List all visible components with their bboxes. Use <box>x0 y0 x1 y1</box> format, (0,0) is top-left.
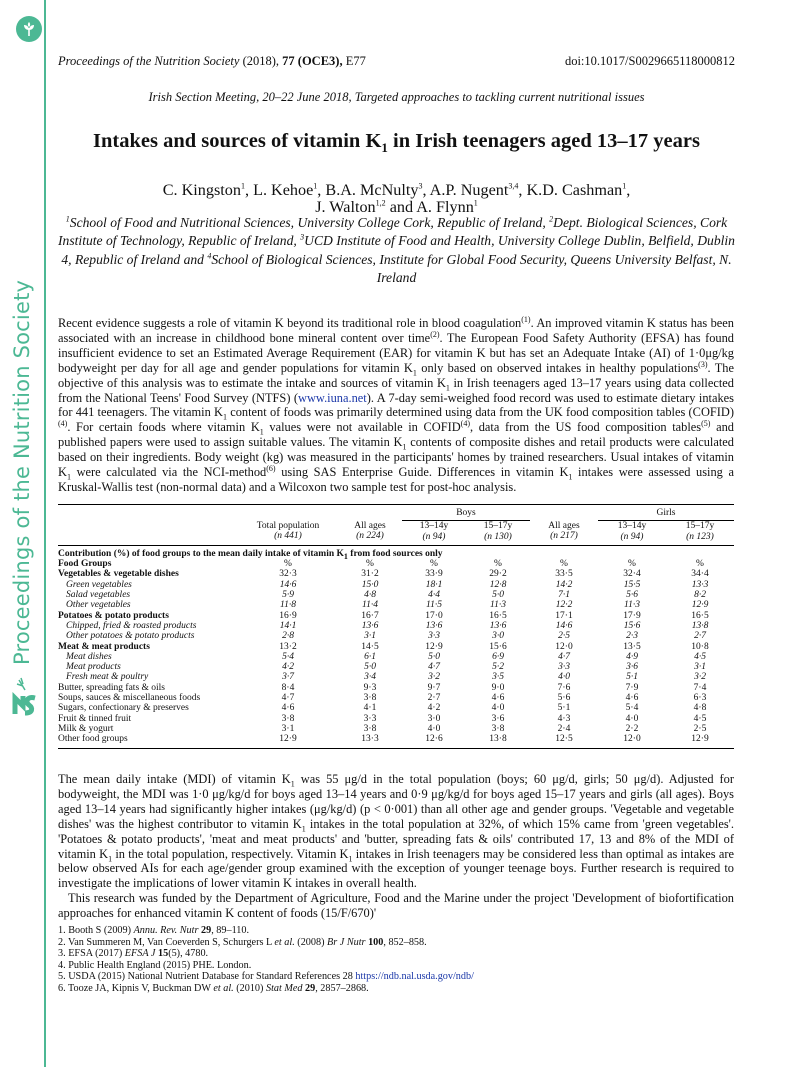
unit-cell: % <box>284 559 292 570</box>
meeting-line: Irish Section Meeting, 20–22 June 2018, Targeted approaches to tackling current nutritional issues <box>148 90 645 104</box>
reference-number: 1. <box>58 925 69 936</box>
cell-value: 4·0 <box>625 713 639 724</box>
table-row <box>58 569 734 579</box>
unit-cell: % <box>494 559 502 570</box>
cell-value: 2·7 <box>427 693 441 704</box>
reference-text: USDA (2015) National Nutrient Database for Standard References 28 <box>68 971 356 982</box>
cell-value: 5·2 <box>492 662 504 673</box>
cell-value: 11·5 <box>426 600 442 611</box>
cell-value: 15·6 <box>623 620 641 631</box>
cell-value: 16·7 <box>361 610 379 621</box>
reference-text: (5), 4780. <box>168 948 209 959</box>
unit-cell: % <box>366 559 374 570</box>
cell-value: 13·5 <box>623 641 641 652</box>
reference-text: Booth S (2009) <box>68 925 134 936</box>
cell-value: 6·9 <box>492 651 504 662</box>
reference-text: Tooze JA, Kipnis V, Buckman DW <box>68 982 214 994</box>
reference-number: 4. <box>58 959 69 971</box>
reference-item <box>58 937 474 949</box>
cell-value: 4·7 <box>558 651 570 662</box>
reference-number: 3. <box>58 948 69 959</box>
cell-value: 7·9 <box>625 682 639 693</box>
title-text: Intakes and sources of vitamin K <box>93 130 382 152</box>
citation-ref[interactable]: (5) <box>701 419 711 429</box>
title-subscript: 1 <box>381 140 388 156</box>
table-row <box>58 724 734 734</box>
food-groups-label: Food Groups <box>58 559 112 570</box>
table-caption: Contribution (%) of food groups to the mean daily intake of vitamin $K_1$ from food sources only <box>58 548 443 561</box>
cell-value: 2·8 <box>282 631 294 642</box>
cell-value: 4·6 <box>625 693 639 704</box>
table-row <box>58 631 734 641</box>
unit-cell: % <box>696 559 704 570</box>
author: A.P. Nugent$^{3,4}$ <box>429 181 519 199</box>
cell-value: 4·3 <box>557 713 571 724</box>
blank-header-cell <box>58 521 238 546</box>
cell-value: 3·0 <box>492 631 504 642</box>
cell-value: 5·9 <box>282 590 294 601</box>
cell-value: 11·3 <box>624 600 640 611</box>
column-header: 13–14y (n 94) <box>617 521 647 542</box>
ns-logo-icon <box>11 676 39 716</box>
cell-value: 18·1 <box>425 579 443 590</box>
cell-value: 5·0 <box>492 590 504 601</box>
row-label: Salad vegetables <box>66 590 131 601</box>
cell-value: 5·4 <box>282 651 294 662</box>
cell-value: 6·1 <box>364 651 376 662</box>
cell-value: 34·4 <box>691 569 709 580</box>
citation-ref[interactable]: (2) <box>430 329 440 339</box>
author-list: C. Kingston$^1$, L. Kehoe$^1$, B.A. McNulty$^3$, A.P. Nugent$^{3,4}$, K.D. Cashman$^1$, J. Walton$^{1,2}$ and A. Flynn$^1$ <box>162 181 631 216</box>
table-row <box>58 580 734 590</box>
cell-value: 12·8 <box>489 579 507 590</box>
cell-value: 3·8 <box>363 723 377 734</box>
cell-value: 5·0 <box>364 662 376 673</box>
cell-value: 16·5 <box>691 610 709 621</box>
cell-value: 4·1 <box>363 703 377 714</box>
cell-value: 16·5 <box>489 610 507 621</box>
cell-value: 2·4 <box>557 723 571 734</box>
cell-value: 4·0 <box>491 703 505 714</box>
volume: 77 (OCE3), <box>282 54 343 68</box>
cell-value: 13·6 <box>489 620 507 631</box>
cell-value: 8·2 <box>694 590 706 601</box>
author: K.D. Cashman$^1$ <box>526 181 627 199</box>
cell-value: 3·7 <box>282 672 294 683</box>
table-row <box>58 672 734 682</box>
author: C. Kingston$^1$ <box>162 181 245 199</box>
cell-value: 17·1 <box>555 610 573 621</box>
table-row <box>58 703 734 713</box>
column-header: 13–14y (n 94) <box>419 521 449 542</box>
cell-value: 3·4 <box>364 672 376 683</box>
reference-item <box>58 948 474 960</box>
funding-statement: This research was funded by the Department of Agriculture, Food and the Marine under the project 'Development of biofortification approaches for enhanced vitamin K content of foods (15/F/670)' <box>58 891 734 921</box>
citation-ref[interactable]: (4) <box>460 419 470 429</box>
cell-value: 11·3 <box>490 600 506 611</box>
cell-value: 8·4 <box>281 682 295 693</box>
cell-value: 11·4 <box>362 600 378 611</box>
cell-value: 5·6 <box>557 693 571 704</box>
author: A. Flynn$^1$ <box>416 198 478 216</box>
cell-value: 32·3 <box>279 569 297 580</box>
column-header: 15–17y (n 130) <box>483 521 513 542</box>
cell-value: 3·2 <box>694 672 706 683</box>
table-row <box>58 683 734 693</box>
cell-value: 4·2 <box>282 662 294 673</box>
reference-volume: 29 <box>305 982 316 994</box>
cell-value: 13·8 <box>489 734 507 745</box>
reference-text: EFSA (2017) <box>68 948 125 959</box>
row-label: Chipped, fried & roasted products <box>66 620 197 631</box>
reference-volume: 15 <box>158 948 169 959</box>
unit-cell: % <box>628 559 636 570</box>
reference-list <box>58 925 474 994</box>
reference-volume: 29 <box>201 925 212 936</box>
cell-value: 13·6 <box>425 620 443 631</box>
iuna-link[interactable]: www.iuna.net <box>298 390 367 405</box>
cell-value: 12·2 <box>555 600 573 611</box>
row-label: Other potatoes & potato products <box>66 631 195 642</box>
reference-text: (2008) <box>294 936 328 948</box>
reference-text: Van Summeren M, Van Coeverden S, Schurgers L <box>68 936 275 948</box>
cell-value: 3·6 <box>626 662 638 673</box>
citation-ref[interactable]: (3) <box>698 359 708 369</box>
cell-value: 14·6 <box>555 620 573 631</box>
cell-value: 3·6 <box>491 713 505 724</box>
row-label: Vegetables & vegetable dishes <box>58 569 179 580</box>
cell-value: 12·0 <box>555 641 573 652</box>
cell-value: 9·3 <box>363 682 377 693</box>
cell-value: 3·2 <box>428 672 440 683</box>
reference-item <box>58 925 474 937</box>
citation-ref[interactable]: (4) <box>58 419 68 429</box>
reference-journal: Br J Nutr <box>327 936 366 948</box>
table-row <box>58 714 734 724</box>
column-header: 15–17y (n 123) <box>685 521 715 542</box>
cell-value: 13·3 <box>691 579 709 590</box>
author: B.A. McNulty$^3$ <box>325 181 423 199</box>
reference-item <box>58 971 474 983</box>
cell-value: 3·8 <box>491 723 505 734</box>
reference-et-al: et al. <box>213 982 234 994</box>
cell-value: 15·6 <box>489 641 507 652</box>
table-row <box>58 621 734 631</box>
row-label: Meat products <box>66 662 121 673</box>
page-number: E77 <box>345 54 366 68</box>
citation-ref[interactable]: (6) <box>266 463 276 473</box>
author: J. Walton$^{1,2}$ <box>315 198 386 216</box>
table-row <box>58 642 734 652</box>
cell-value: 3·8 <box>281 713 295 724</box>
doi: doi:10.1017/S0029665118000812 <box>564 54 735 68</box>
cell-value: 33·9 <box>425 569 443 580</box>
journal-name: Proceedings of the Nutrition Society <box>58 54 240 68</box>
cell-value: 32·4 <box>623 569 641 580</box>
cell-value: 2·5 <box>558 631 570 642</box>
results-paragraph: The mean daily intake (MDI) of vitamin $K_1$ was 55 μg/d in the total population (boys; 60 μg/d, girls; 50 μg/d). Adjusted for bodyweight, the MDI was 1·0 μg/kg/d for boys aged 13–14 years and 0·9 μg/kg/d for boys aged 15–17 years and girls (all ages). Boys aged 13–14 years had significantly higher intakes (μg/kg/d) (p < 0·001) than all other age and gender groups. 'Vegetable and vegetable dishes' was the highest contributor to vitamin $K_1$ intakes in the total population at 32%, of which 15% came from 'green vegetables'. 'Potatoes & potato products', 'meat and meat products' and 'butter, spreading fats & oils' contributed 17, 13 and 8% of the MDI of vitamin $K_1$ in the total population, respectively. Vitamin $K_1$ intakes in Irish teenagers may be considered less than optimal as intakes are below observed AIs for each age/gender group examined with the exception of younger teenage boys. Further research is required to investigate the implications of lower vitamin K intakes in overall health. This research was funded by the Department of Agriculture, Food and the Marine under the project 'Development of biofortification approaches for enhanced vitamin K content of foods (15/F/670)' <box>58 772 735 921</box>
row-label: Other food groups <box>58 734 128 745</box>
sidebar-rule <box>44 0 46 1067</box>
cell-value: 12·6 <box>425 734 443 745</box>
cell-value: 4·0 <box>558 672 570 683</box>
unit-cell: % <box>560 559 568 570</box>
table-row <box>58 652 734 662</box>
row-label: Butter, spreading fats & oils <box>58 682 166 693</box>
cell-value: 12·9 <box>279 734 297 745</box>
cell-value: 16·9 <box>279 610 297 621</box>
reference-et-al: et al. <box>274 936 295 948</box>
cell-value: 4·4 <box>428 590 440 601</box>
row-label: Potatoes & potato products <box>58 610 169 621</box>
cell-value: 4·2 <box>427 703 441 714</box>
reference-text: , 852–858. <box>383 936 427 948</box>
cell-value: 14·2 <box>555 579 573 590</box>
cell-value: 12·9 <box>425 641 443 652</box>
reference-journal: EFSA J <box>124 948 156 959</box>
cell-value: 3·0 <box>427 713 441 724</box>
cell-value: 14·6 <box>279 579 297 590</box>
reference-volume: 100 <box>368 936 384 948</box>
unit-row <box>58 559 734 569</box>
cell-value: 12·5 <box>555 734 573 745</box>
cell-value: 4·8 <box>693 703 707 714</box>
cell-value: 6·3 <box>693 693 707 704</box>
cell-value: 2·3 <box>626 631 638 642</box>
cell-value: 13·3 <box>361 734 379 745</box>
unit-cell: % <box>430 559 438 570</box>
year: (2018), <box>242 54 280 68</box>
cell-value: 4·0 <box>427 723 441 734</box>
cell-value: 7·6 <box>557 682 571 693</box>
reference-text: (2010) <box>233 982 266 994</box>
cell-value: 13·6 <box>361 620 379 631</box>
reference-number: 2. <box>58 936 69 948</box>
reference-number: 6. <box>58 982 69 994</box>
cell-value: 15·5 <box>623 579 641 590</box>
cell-value: 10·8 <box>691 641 709 652</box>
cell-value: 5·6 <box>626 590 638 601</box>
cell-value: 12·9 <box>691 734 709 745</box>
cell-value: 14·5 <box>361 641 379 652</box>
row-label: Other vegetables <box>66 600 131 611</box>
cell-value: 29·2 <box>489 569 507 580</box>
cell-value: 7·4 <box>693 682 707 693</box>
row-label: Milk & yogurt <box>58 723 114 734</box>
cell-value: 4·9 <box>626 651 638 662</box>
group-header-girls: Girls <box>598 505 734 521</box>
journal-vertical-title: Proceedings of the Nutrition Society <box>10 279 34 665</box>
author: L. Kehoe$^1$ <box>253 181 318 199</box>
affiliations: $^1$School of Food and Nutritional Sciences, University College Cork, Republic of Ireland, $^2$Dept. Biological Sciences, Cork Institute of Technology, Republic of Ireland, $^3$UCD Institute of Food and Health, University College Dublin, Belfield, Dublin 4, Republic of Ireland and $^4$School of Biological Sciences, Institute for Global Food Security, Queens University Belfast, N. Ireland <box>58 214 735 285</box>
cell-value: 4·6 <box>491 693 505 704</box>
cell-value: 5·4 <box>625 703 639 714</box>
reference-text: , 2857–2868. <box>315 982 369 994</box>
row-label: Soups, sauces & miscellaneous foods <box>58 693 201 704</box>
paper-title <box>58 130 735 156</box>
cell-value: 2·5 <box>693 723 707 734</box>
row-label: Fruit & tinned fruit <box>58 713 132 724</box>
cell-value: 5·1 <box>626 672 638 683</box>
table-row <box>58 590 734 600</box>
reference-text: Public Health England (2015) PHE. London. <box>68 959 252 971</box>
row-label: Sugars, confectionary & preserves <box>58 703 189 714</box>
cell-value: 5·1 <box>557 703 571 714</box>
cell-value: 9·0 <box>491 682 505 693</box>
cell-value: 11·8 <box>280 600 296 611</box>
cell-value: 3·5 <box>492 672 504 683</box>
column-header: All ages (n 224) <box>354 521 386 542</box>
cell-value: 3·1 <box>281 723 295 734</box>
food-group-contribution-table <box>58 504 734 749</box>
cell-value: 4·7 <box>281 693 295 704</box>
cell-value: 13·8 <box>691 620 709 631</box>
table-row <box>58 693 734 703</box>
reference-item <box>58 960 474 972</box>
row-label: Meat & meat products <box>58 641 150 652</box>
cell-value: 17·9 <box>623 610 641 621</box>
journal-leaf-logo-icon <box>16 16 42 42</box>
cell-value: 9·7 <box>427 682 441 693</box>
cell-value: 7·1 <box>558 590 570 601</box>
column-header-row <box>58 521 734 546</box>
column-header: All ages (n 217) <box>548 521 580 542</box>
cell-value: 3·1 <box>364 631 376 642</box>
cell-value: 15·0 <box>361 579 379 590</box>
cell-value: 2·2 <box>625 723 639 734</box>
table-row <box>58 662 734 672</box>
cell-value: 31·2 <box>361 569 379 580</box>
cell-value: 3·3 <box>428 631 440 642</box>
cell-value: 13·2 <box>279 641 297 652</box>
cell-value: 4·6 <box>281 703 295 714</box>
cell-value: 14·1 <box>279 620 297 631</box>
group-header-boys: Boys <box>402 505 530 521</box>
cell-value: 3·3 <box>363 713 377 724</box>
cell-value: 4·5 <box>694 651 706 662</box>
and-text: and <box>389 198 414 216</box>
cell-value: 4·7 <box>428 662 440 673</box>
citation <box>58 54 366 69</box>
table-row <box>58 734 734 748</box>
cell-value: 17·0 <box>425 610 443 621</box>
reference-item <box>58 983 474 995</box>
methods-paragraph: Recent evidence suggests a role of vitamin K beyond its traditional role in blood coagulation$^{(1)}$. An improved vitamin K status has been associated with an increase in childhood bone mineral content over time$^{(2)}$. The European Food Safety Authority (EFSA) has found insufficient evidence to set an Estimated Average Requirement (EAR) for vitamin K but has set an Adequate Intake (AI) of 1·0μg/kg bodyweight per day for all age and gender populations for vitamin $K_1$ only based on observed intakes in healthy populations$^{(3)}$. The objective of this analysis was to estimate the intake and sources of vitamin $K_1$ in Irish teenagers aged 13–17 years using data collected from the National Teens' Food Survey (NTFS) (www.iuna.net). A 7-day semi-weighed food record was used to estimate dietary intakes for 441 teenagers. The vitamin $K_1$ content of foods was primarily determined using data from the UK food composition tables (COFID)$^{(4)}$. For certain foods where vitamin $K_1$ values were not available in COFID$^{(4)}$, data from the US food composition tables$^{(5)}$ and published papers were used to assign suitable values. The vitamin $K_1$ contents of composite dishes and retail products were calculated based on their ingredients. Body weight (kg) was measured in the participants' homes by trained researchers. Usual intakes of vitamin $K_1$ were calculated via the NCI-method$^{(6)}$ using SAS Enterprise Guide. Differences in vitamin $K_1$ intakes were assessed using a Kruskal-Wallis test (non-normal data) and a Wilcoxon two sample test for post-hoc analysis. <box>58 314 734 494</box>
row-label: Fresh meat & poultry <box>66 672 149 683</box>
table-row <box>58 611 734 621</box>
cell-value: 12·9 <box>691 600 709 611</box>
cell-value: 4·5 <box>693 713 707 724</box>
cell-value: 2·7 <box>694 631 706 642</box>
table-row <box>58 600 734 610</box>
cell-value: 3·3 <box>558 662 570 673</box>
reference-link[interactable]: https://ndb.nal.usda.gov/ndb/ <box>355 971 474 982</box>
column-header: Total population (n 441) <box>256 521 320 542</box>
citation-ref[interactable]: (1) <box>521 314 531 324</box>
reference-journal: Stat Med <box>265 982 303 994</box>
cell-value: 3·8 <box>363 693 377 704</box>
running-header <box>58 54 735 69</box>
reference-number: 5. <box>58 971 69 982</box>
reference-journal: Annu. Rev. Nutr <box>133 925 199 936</box>
cell-value: 3·1 <box>694 662 706 673</box>
cell-value: 12·0 <box>623 734 641 745</box>
reference-text: , 89–110. <box>211 925 250 936</box>
row-label: Green vegetables <box>66 579 132 590</box>
row-label: Meat dishes <box>66 651 112 662</box>
cell-value: 5·0 <box>428 651 440 662</box>
cell-value: 4·8 <box>364 590 376 601</box>
title-text-end: in Irish teenagers aged 13–17 years <box>387 130 700 152</box>
cell-value: 33·5 <box>555 569 573 580</box>
